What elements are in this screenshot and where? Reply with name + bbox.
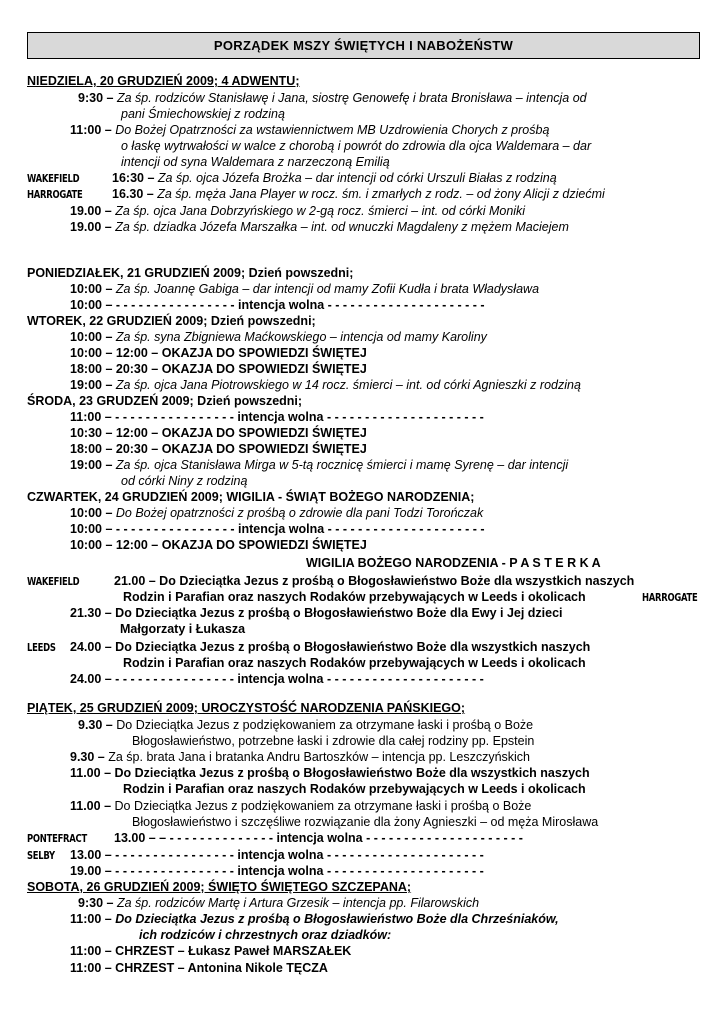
vigil-mass-2-cont: Małgorzaty i Łukasza	[120, 622, 246, 636]
monday-heading: PONIEDZIAŁEK, 21 GRUDZIEŃ 2009; Dzień powszedni;	[27, 266, 354, 280]
thursday-mass-1: 10:00 – Do Bożej opatrzności z prośbą o zdrowie dla pani Todzi Torończak	[70, 506, 484, 520]
tuesday-confession-2: 18:00 – 20:30 – OKAZJA DO SPOWIEDZI ŚWIĘTEJ	[70, 362, 367, 376]
saturday-mass-2: 11:00 – Do Dzieciątka Jezus z prośbą o Błogosławieństwo Boże dla Chrześniaków,	[70, 912, 559, 926]
thursday-heading: CZWARTEK, 24 GRUDZIEŃ 2009; WIGILIA - ŚWIĄT BOŻEGO NARODZENIA;	[27, 490, 475, 504]
tuesday-mass-1: 10:00 – Za śp. syna Zbigniewa Maćkowskiego – intencja od mamy Karoliny	[70, 330, 487, 344]
place-wakefield: WAKEFIELD	[27, 172, 80, 185]
place-selby: SELBY	[27, 849, 55, 862]
thursday-confession: 10:00 – 12:00 – OKAZJA DO SPOWIEDZI ŚWIĘTEJ	[70, 538, 367, 552]
wednesday-confession-2: 18:00 – 20:30 – OKAZJA DO SPOWIEDZI ŚWIĘTEJ	[70, 442, 367, 456]
tuesday-mass-4: 19:00 – Za śp. ojca Jana Piotrowskiego w 14 rocz. śmierci – int. od córki Agnieszki z rodziną	[70, 378, 581, 392]
wednesday-mass-4: 19:00 – Za śp. ojca Stanisława Mirga w 5-tą rocznicę śmierci i mamę Syrenę – dar intencji	[70, 458, 569, 472]
saturday-heading: SOBOTA, 26 GRUDZIEŃ 2009; ŚWIĘTO ŚWIĘTEGO SZCZEPANA;	[27, 880, 412, 894]
friday-mass-2: 9.30 – Za śp. brata Jana i bratanka Andru Bartoszków – intencja pp. Leszczyńskich	[70, 750, 531, 764]
friday-mass-3-cont: Rodzin i Parafian oraz naszych Rodaków przebywających w Leeds i okolicach	[123, 782, 586, 796]
saturday-baptism-1: 11:00 – CHRZEST – Łukasz Paweł MARSZAŁEK	[70, 944, 352, 958]
thursday-mass-2: 10:00 – - - - - - - - - - - - - - - - - intencja wolna - - - - - - - - - - - - - - - - - - - - -	[70, 522, 485, 536]
wednesday-mass-1: 11:00 – - - - - - - - - - - - - - - - - intencja wolna - - - - - - - - - - - - - - - - - - - - -	[70, 410, 484, 424]
sunday-mass-2: 11:00 – Do Bożej Opatrzności za wstawiennictwem MB Uzdrowienia Chorych z prośbą	[70, 123, 550, 137]
monday-mass-1: 10:00 – Za śp. Joannę Gabiga – dar intencji od mamy Zofii Kudła i brata Władysława	[70, 282, 540, 296]
vigil-mass-1: 21.00 – Do Dzieciątka Jezus z prośbą o Błogosławieństwo Boże dla wszystkich naszych	[114, 574, 635, 588]
wednesday-confession-1: 10:30 – 12:00 – OKAZJA DO SPOWIEDZI ŚWIĘTEJ	[70, 426, 367, 440]
sunday-mass-4: 16.30 – Za śp. męża Jana Player w rocz. śm. i zmarłych z rodz. – od żony Alicji z dziećmi	[112, 187, 605, 201]
sunday-mass-2-cont2: intencji od syna Waldemara z narzeczoną Emilią	[121, 155, 390, 169]
place-pontefract: PONTEFRACT	[27, 832, 87, 845]
wednesday-mass-4-cont: od córki Niny z rodziną	[121, 474, 248, 488]
sunday-mass-3: 16:30 – Za śp. ojca Józefa Brożka – dar intencji od córki Urszuli Białas z rodziną	[112, 171, 557, 185]
sunday-mass-5: 19.00 – Za śp. ojca Jana Dobrzyńskiego w 2-gą rocz. śmierci – int. od córki Moniki	[70, 204, 526, 218]
saturday-mass-2-cont: ich rodziców i chrzestnych oraz dziadków:	[139, 928, 392, 942]
wednesday-heading: ŚRODA, 23 GRUDZEŃ 2009; Dzień powszedni;	[27, 394, 303, 408]
place-harrogate: HARROGATE	[27, 188, 83, 201]
friday-heading: PIĄTEK, 25 GRUDZIEŃ 2009; UROCZYSTOŚĆ NARODZENIA PAŃSKIEGO;	[27, 701, 466, 715]
friday-mass-7: 19.00 – - - - - - - - - - - - - - - - - intencja wolna - - - - - - - - - - - - - - - - - - - - -	[70, 864, 484, 878]
friday-mass-1-cont: Błogosławieństwo, potrzebne łaski i zdrowie dla całej rodziny pp. Epstein	[132, 734, 535, 748]
sunday-mass-6: 19.00 – Za śp. dziadka Józefa Marszałka – int. od wnuczki Magdaleny z mężem Maciejem	[70, 220, 569, 234]
tuesday-confession-1: 10:00 – 12:00 – OKAZJA DO SPOWIEDZI ŚWIĘTEJ	[70, 346, 367, 360]
saturday-mass-1: 9:30 – Za śp. rodziców Martę i Artura Grzesik – intencja pp. Filarowskich	[78, 896, 480, 910]
place-wakefield: WAKEFIELD	[27, 575, 80, 588]
vigil-heading: WIGILIA BOŻEGO NARODZENIA - P A S T E R K A	[306, 556, 601, 570]
friday-mass-5: 13.00 – – - - - - - - - - - - - - - - intencja wolna - - - - - - - - - - - - - - - - - - - - -	[114, 831, 523, 845]
place-harrogate: HARROGATE	[642, 591, 698, 604]
friday-mass-4: 11.00 – Do Dzieciątka Jezus z podziękowaniem za otrzymane łaski i prośbą o Boże	[70, 799, 532, 813]
vigil-mass-3-cont: Rodzin i Parafian oraz naszych Rodaków przebywających w Leeds i okolicach	[123, 656, 586, 670]
sunday-mass-2-cont: o łaskę wytrwałości w walce z chorobą i powrót do zdrowia dla ojca Waldemara – dar	[121, 139, 592, 153]
vigil-mass-1-cont: Rodzin i Parafian oraz naszych Rodaków przebywających w Leeds i okolicach	[123, 590, 586, 604]
tuesday-heading: WTOREK, 22 GRUDZIEŃ 2009; Dzień powszedni;	[27, 314, 316, 328]
vigil-mass-4: 24.00 – - - - - - - - - - - - - - - - - intencja wolna - - - - - - - - - - - - - - - - - - - - -	[70, 672, 484, 686]
friday-mass-6: 13.00 – - - - - - - - - - - - - - - - - intencja wolna - - - - - - - - - - - - - - - - - - - - -	[70, 848, 484, 862]
place-leeds: LEEDS	[27, 641, 56, 654]
page-title: PORZĄDEK MSZY ŚWIĘTYCH I NABOŻEŃSTW	[27, 32, 700, 59]
friday-mass-4-cont: Błogosławieństwo i szczęśliwe rozwiązanie dla żony Agnieszki – od męża Mirosława	[132, 815, 599, 829]
sunday-heading: NIEDZIELA, 20 GRUDZIEŃ 2009; 4 ADWENTU;	[27, 74, 300, 88]
sunday-mass-1: 9:30 – Za śp. rodziców Stanisławę i Jana, siostrę Genowefę i brata Bronisława – intencja od	[78, 91, 587, 105]
sunday-mass-1-cont: pani Śmiechowskiej z rodziną	[121, 107, 285, 121]
vigil-mass-2: 21.30 – Do Dzieciątka Jezus z prośbą o Błogosławieństwo Boże dla Ewy i Jej dzieci	[70, 606, 563, 620]
saturday-baptism-2: 11:00 – CHRZEST – Antonina Nikole TĘCZA	[70, 961, 328, 975]
friday-mass-3: 11.00 – Do Dzieciątka Jezus z prośbą o Błogosławieństwo Boże dla wszystkich naszych	[70, 766, 590, 780]
friday-mass-1: 9.30 – Do Dzieciątka Jezus z podziękowaniem za otrzymane łaski i prośbą o Boże	[78, 718, 534, 732]
monday-mass-2: 10:00 – - - - - - - - - - - - - - - - - intencja wolna - - - - - - - - - - - - - - - - - - - - -	[70, 298, 485, 312]
vigil-mass-3: 24.00 – Do Dzieciątka Jezus z prośbą o Błogosławieństwo Boże dla wszystkich naszych	[70, 640, 591, 654]
